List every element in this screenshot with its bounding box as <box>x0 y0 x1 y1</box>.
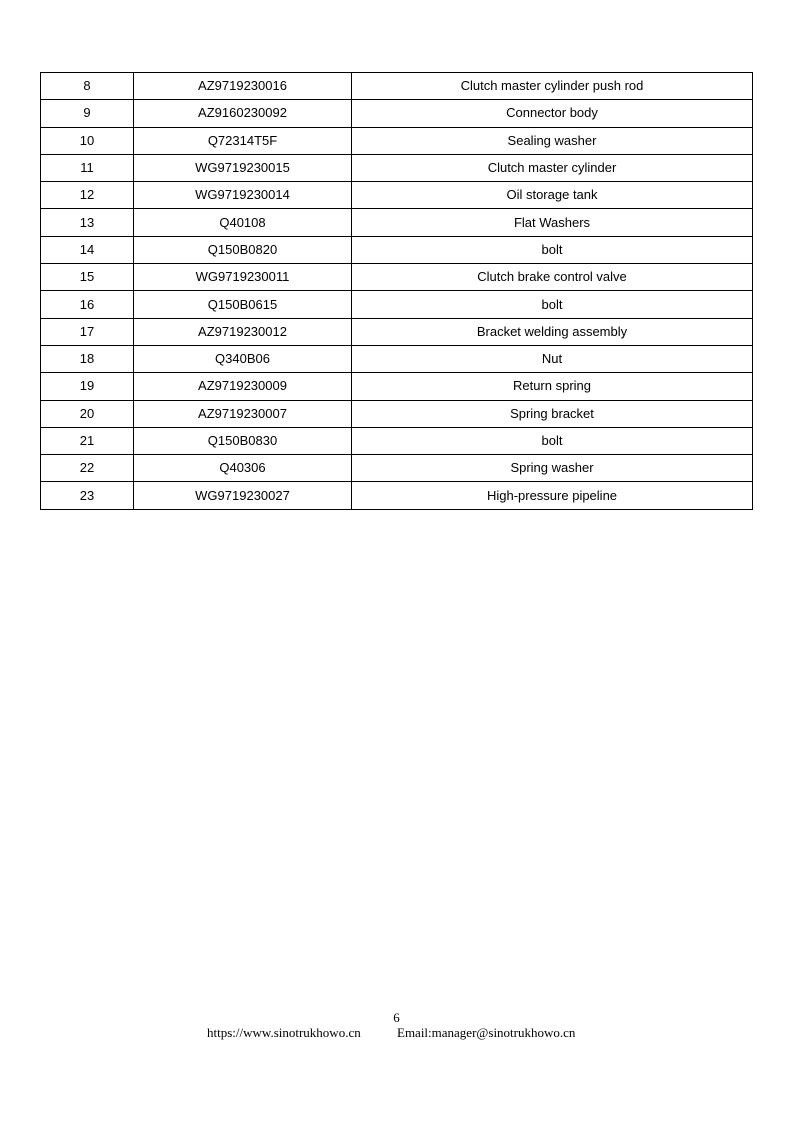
part-name-cell: Nut <box>352 345 753 372</box>
website-link[interactable]: https://www.sinotrukhowo.cn <box>207 1025 361 1040</box>
part-name-cell: Clutch master cylinder <box>352 154 753 181</box>
part-name-cell: Return spring <box>352 373 753 400</box>
part-number-cell: AZ9719230007 <box>134 400 352 427</box>
part-number-cell: Q40108 <box>134 209 352 236</box>
part-number-cell: WG9719230014 <box>134 182 352 209</box>
part-number-cell: Q40306 <box>134 455 352 482</box>
table-row <box>41 73 753 100</box>
table-row <box>41 318 753 345</box>
table-row <box>41 100 753 127</box>
row-number-cell: 16 <box>41 291 134 318</box>
part-number-cell: AZ9719230012 <box>134 318 352 345</box>
part-number-cell: WG9719230015 <box>134 154 352 181</box>
part-name-cell: Sealing washer <box>352 127 753 154</box>
table-row <box>41 482 753 509</box>
row-number-cell: 12 <box>41 182 134 209</box>
table-row <box>41 291 753 318</box>
row-number-cell: 22 <box>41 455 134 482</box>
part-number-cell: Q150B0830 <box>134 427 352 454</box>
row-number-cell: 19 <box>41 373 134 400</box>
email-link[interactable]: Email:manager@sinotrukhowo.cn <box>397 1025 576 1040</box>
row-number-cell: 10 <box>41 127 134 154</box>
page-number: 6 <box>393 1010 400 1025</box>
row-number-cell: 17 <box>41 318 134 345</box>
table-row <box>41 182 753 209</box>
row-number-cell: 13 <box>41 209 134 236</box>
parts-table-body <box>41 73 753 510</box>
part-name-cell: Connector body <box>352 100 753 127</box>
footer-contact <box>0 1025 793 1041</box>
part-name-cell: bolt <box>352 427 753 454</box>
table-row <box>41 400 753 427</box>
part-name-cell: Clutch brake control valve <box>352 264 753 291</box>
table-row <box>41 373 753 400</box>
part-name-cell: Oil storage tank <box>352 182 753 209</box>
row-number-cell: 18 <box>41 345 134 372</box>
part-name-cell: Bracket welding assembly <box>352 318 753 345</box>
part-number-cell: Q340B06 <box>134 345 352 372</box>
part-name-cell: bolt <box>352 236 753 263</box>
part-name-cell: bolt <box>352 291 753 318</box>
part-name-cell: High-pressure pipeline <box>352 482 753 509</box>
table-row <box>41 427 753 454</box>
row-number-cell: 21 <box>41 427 134 454</box>
part-name-cell: Clutch master cylinder push rod <box>352 73 753 100</box>
parts-table <box>40 72 753 510</box>
table-row <box>41 455 753 482</box>
row-number-cell: 14 <box>41 236 134 263</box>
part-number-cell: WG9719230027 <box>134 482 352 509</box>
part-number-cell: Q150B0820 <box>134 236 352 263</box>
row-number-cell: 9 <box>41 100 134 127</box>
table-row <box>41 127 753 154</box>
table-row <box>41 236 753 263</box>
part-name-cell: Spring washer <box>352 455 753 482</box>
row-number-cell: 20 <box>41 400 134 427</box>
table-row <box>41 154 753 181</box>
row-number-cell: 8 <box>41 73 134 100</box>
table-row <box>41 209 753 236</box>
part-number-cell: AZ9719230009 <box>134 373 352 400</box>
row-number-cell: 11 <box>41 154 134 181</box>
part-name-cell: Spring bracket <box>352 400 753 427</box>
table-row <box>41 345 753 372</box>
part-number-cell: Q150B0615 <box>134 291 352 318</box>
part-number-cell: AZ9719230016 <box>134 73 352 100</box>
part-number-cell: WG9719230011 <box>134 264 352 291</box>
part-name-cell: Flat Washers <box>352 209 753 236</box>
part-number-cell: Q72314T5F <box>134 127 352 154</box>
table-row <box>41 264 753 291</box>
row-number-cell: 15 <box>41 264 134 291</box>
page-footer <box>0 1010 793 1040</box>
part-number-cell: AZ9160230092 <box>134 100 352 127</box>
row-number-cell: 23 <box>41 482 134 509</box>
